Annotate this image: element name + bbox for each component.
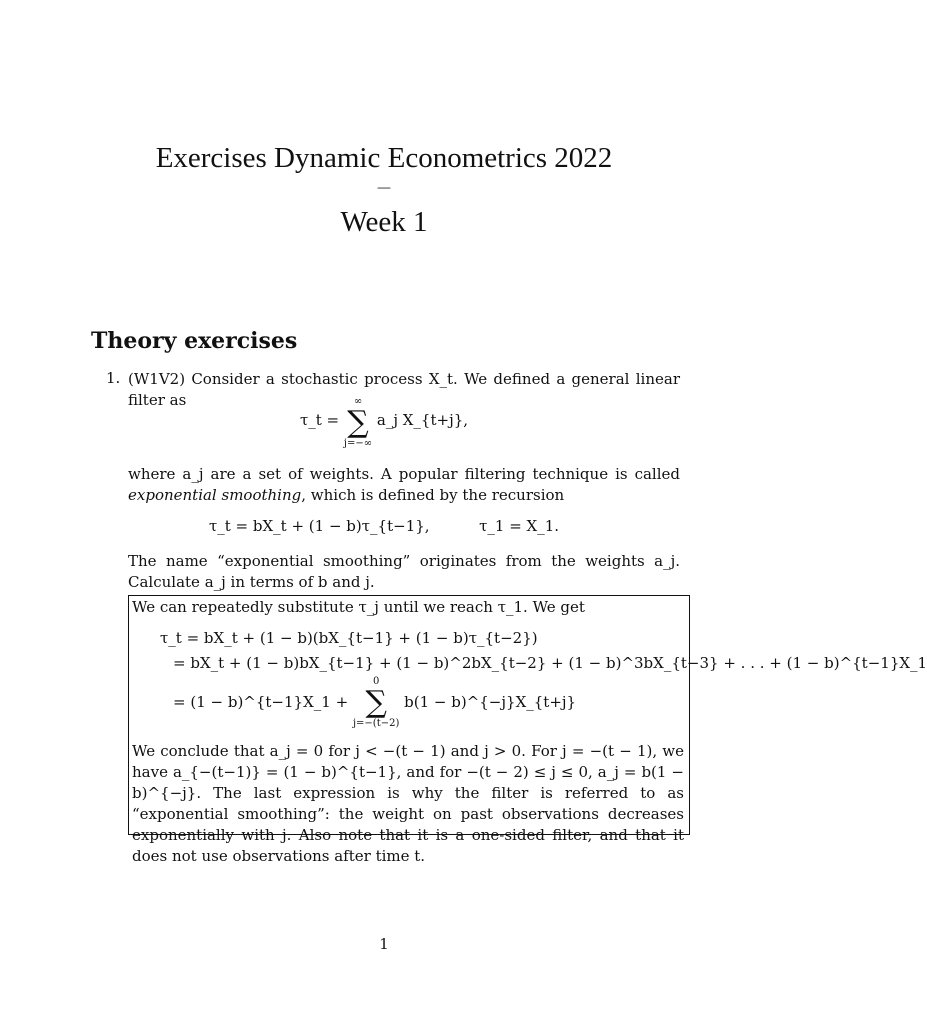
- weights-text-part1: where a_j are a set of weights. A popular filtering technique is called: [128, 465, 680, 483]
- sum-lower-limit: j=−∞: [343, 438, 373, 449]
- eq1-lhs: τ_t =: [299, 411, 340, 429]
- solution-line-3-part-b: b(1 − b)^{−j}X_{t+j}: [404, 693, 577, 711]
- sigma-icon: ∑: [347, 405, 369, 440]
- solution-line-2: = bX_t + (1 − b)bX_{t−1} + (1 − b)^2bX_{t−2} + (1 − b)^3bX_{t−3} + . . . + (1 − b)^{t−1}X_1: [173, 654, 927, 672]
- weights-text-emphasis: exponential smoothing: [128, 486, 302, 504]
- week-heading: Week 1: [340, 206, 428, 238]
- solution-box: [128, 595, 927, 865]
- exercise-question: The name “exponential smoothing” originates from the weights a_j. Calculate a_j in terms of b and j.: [128, 552, 680, 591]
- equation-linear-filter: [0, 396, 768, 450]
- equation-recursion: [0, 517, 768, 535]
- eq2-initial-condition: τ_1 = X_1.: [479, 517, 560, 535]
- sum2-lower-limit: j=−(t−2): [352, 718, 400, 729]
- eq1-rhs: a_j X_{t+j},: [376, 411, 469, 429]
- sigma-icon-2: ∑: [365, 685, 387, 720]
- solution-line-3-part-a: = (1 − b)^{t−1}X_1 +: [173, 693, 349, 711]
- sum-operator-2: [353, 676, 399, 730]
- eq2-recursion: τ_t = bX_t + (1 − b)τ_{t−1},: [208, 517, 430, 535]
- document-title: Exercises Dynamic Econometrics 2022: [155, 142, 613, 174]
- weights-text-part2: , which is defined by the recursion: [301, 486, 565, 504]
- exercise-intro: (W1V2) Consider a stochastic process X_t. We defined a general linear filter as: [128, 370, 680, 409]
- solution-line-3: [173, 676, 576, 730]
- sum2-upper-limit: 0: [372, 676, 380, 687]
- exercise-number: 1.: [106, 369, 121, 387]
- sum-upper-limit: ∞: [353, 396, 363, 407]
- solution-intro: We can repeatedly substitute τ_j until we reach τ_1. We get: [132, 598, 585, 616]
- sum-operator: [344, 396, 372, 450]
- section-heading: Theory exercises: [91, 328, 298, 354]
- solution-line-1: τ_t = bX_t + (1 − b)(bX_{t−1} + (1 − b)τ_{t−2}): [160, 629, 538, 647]
- exercise-weights-text: [128, 464, 680, 506]
- page-number: 1: [379, 935, 389, 953]
- title-separator: —: [377, 180, 391, 196]
- solution-conclusion: We conclude that a_j = 0 for j < −(t − 1) and j > 0. For j = −(t − 1), we have a_{−(t−1)} = (1 − b)^{t−1}, and for −(t − 2) ≤ j ≤ 0, a_j = b(1 − b)^{−j}. The last expression is why the filter is referred to as “exponential smoothing”: the weight on past observations decreases exponentially with j. Also note that it is a one-sided filter, and that it does not use observations after time t.: [132, 742, 684, 865]
